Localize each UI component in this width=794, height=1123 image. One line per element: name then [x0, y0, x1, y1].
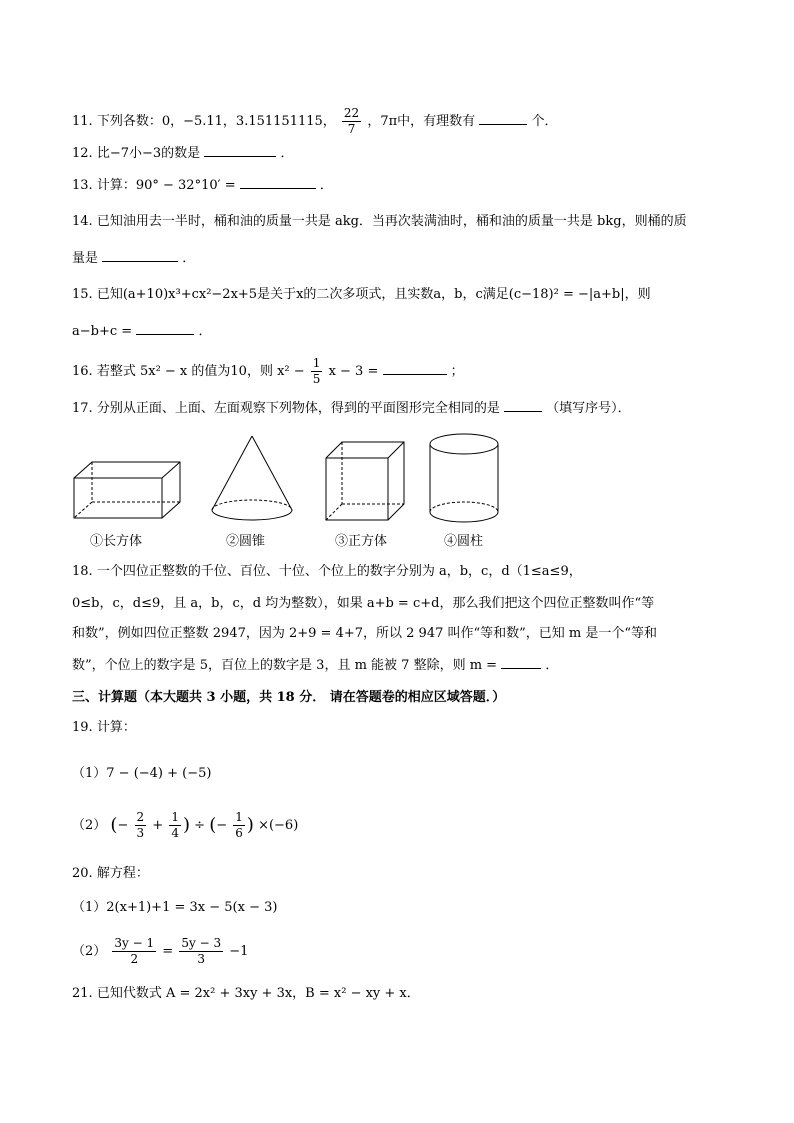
cuboid-figure [72, 458, 184, 522]
question-text: 比−7小−3的数是 [96, 146, 201, 161]
question-number: 14. [72, 214, 93, 229]
question-text: 计算：90° − 32°10′ = [96, 178, 236, 193]
part-label: （2） [72, 944, 107, 959]
answer-blank[interactable] [102, 248, 178, 262]
question-15 [72, 285, 651, 305]
cylinder-figure [428, 432, 500, 524]
question-text: 下列各数：0，−5.11，3.151151115， [96, 114, 336, 129]
question-text: ． [319, 178, 333, 193]
question-text: 数”，个位上的数字是 5，百位上的数字是 3，且 m 能被 7 整除，则 m = [72, 658, 498, 673]
question-number: 18. [72, 564, 93, 579]
question-text: 分别从正面、上面、左面观察下列物体，得到的平面图形完全相同的是 [96, 401, 500, 416]
answer-blank[interactable] [204, 143, 276, 157]
shape-label-cylinder: ④圆柱 [444, 534, 484, 549]
answer-blank[interactable] [501, 655, 541, 669]
question-text: 已知油用去一半时，桶和油的质量一共是 akg．当再次装满油时，桶和油的质量一共是 bkg，则桶的质 [96, 214, 687, 229]
shape-label-cuboid: ①长方体 [90, 534, 143, 549]
cube-figure [324, 440, 406, 522]
question-number: 20. [72, 866, 93, 881]
equals-sign: = [162, 944, 174, 959]
question-text: ． [198, 324, 212, 339]
paren-open: ( [110, 814, 118, 836]
question-18-cont [72, 624, 657, 644]
part-label: （2） [72, 818, 107, 833]
question-text: x − 3 = [328, 364, 379, 379]
question-text: ． [182, 251, 196, 266]
question-number: 11. [72, 114, 93, 129]
question-number: 19. [72, 720, 93, 735]
minus-sign: − [117, 818, 129, 833]
question-text: 若整式 5x² − x 的值为10，则 x² − [96, 364, 305, 379]
expression-tail: ×(−6) [258, 818, 299, 833]
divide-sign: ÷ [194, 818, 206, 833]
fraction: $\frac{3y - 1}{2}$ [114, 936, 155, 966]
expression-tail: −1 [229, 944, 249, 959]
question-text: 和数”，例如四位正整数 2947，因为 2+9 = 4+7，所以 2 947 叫作“等和数”，已知 m 是一个“等和 [72, 626, 658, 641]
answer-blank[interactable] [479, 111, 527, 125]
question-17 [72, 398, 631, 419]
question-text: 解方程： [96, 866, 149, 881]
question-15-cont [72, 321, 211, 342]
question-11 [72, 106, 557, 137]
answer-blank[interactable] [136, 321, 194, 335]
question-number: 15. [72, 287, 93, 302]
question-text: （填写序号）． [546, 401, 631, 416]
fraction: $\frac{2}{3}$ [136, 810, 145, 840]
question-19-part-1: （1）7 − (−4) + (−5) [72, 766, 212, 781]
question-text: ； [450, 364, 464, 379]
fraction: $\frac{22}{7}$ [343, 106, 360, 136]
question-18-cont [72, 655, 558, 676]
answer-blank[interactable] [240, 175, 316, 189]
question-text: a−b+c = [72, 324, 133, 339]
question-18 [72, 562, 582, 582]
paren-open: ( [209, 814, 217, 836]
question-text: ． [545, 658, 559, 673]
question-number: 13. [72, 178, 93, 193]
question-16 [72, 356, 464, 387]
paren-close: ) [246, 814, 254, 836]
question-13 [72, 175, 333, 196]
question-text: 计算： [96, 720, 136, 735]
fraction: $\frac{1}{4}$ [171, 810, 179, 840]
question-21 [72, 984, 420, 1004]
question-text: 已知代数式 A = 2x² + 3xy + 3x，B = x² − xy + x． [96, 986, 420, 1001]
plus-sign: + [152, 818, 164, 833]
fraction: $\frac{5y - 3}{3}$ [181, 936, 222, 966]
question-12 [72, 143, 293, 164]
question-18-cont [72, 594, 654, 614]
paren-close: ) [182, 814, 190, 836]
question-number: 12. [72, 146, 93, 161]
minus-sign: − [216, 818, 228, 833]
question-number: 17. [72, 401, 93, 416]
fraction: $\frac{1}{5}$ [312, 356, 321, 386]
question-20-part-1: （1）2(x+1)+1 = 3x − 5(x − 3) [72, 900, 278, 915]
question-text: ，7π中，有理数有 [367, 114, 476, 129]
question-text: ． [280, 146, 294, 161]
answer-blank[interactable] [383, 361, 447, 375]
question-text: 已知(a+10)x³+cx²−2x+5是关于x的二次多项式，且实数a，b，c满足(c−18)² = −|a+b|，则 [96, 287, 651, 302]
question-20-part-2 [72, 936, 248, 967]
question-14-cont [72, 248, 195, 269]
question-text: 量是 [72, 251, 99, 266]
question-text: 个． [531, 114, 558, 129]
question-20 [72, 864, 149, 884]
shape-label-cone: ②圆锥 [226, 534, 266, 549]
answer-blank[interactable] [504, 398, 542, 412]
question-text: 0≤b，c，d≤9，且 a，b，c，d 均为整数），如果 a+b = c+d，那么我们把这个四位正整数叫作“等 [72, 596, 655, 611]
question-19-part-2 [72, 810, 298, 841]
fraction: $\frac{1}{6}$ [235, 810, 243, 840]
question-14 [72, 212, 687, 232]
section-heading: 三、计算题（本大题共 3 小题，共 18 分． 请在答题卷的相应区域答题．） [72, 690, 506, 705]
question-number: 16. [72, 364, 93, 379]
question-19 [72, 718, 136, 738]
cone-figure [208, 434, 296, 524]
question-text: 一个四位正整数的千位、百位、十位、个位上的数字分别为 a，b，c，d（1≤a≤9， [96, 564, 582, 579]
question-number: 21. [72, 986, 93, 1001]
shape-label-cube: ③正方体 [335, 534, 388, 549]
